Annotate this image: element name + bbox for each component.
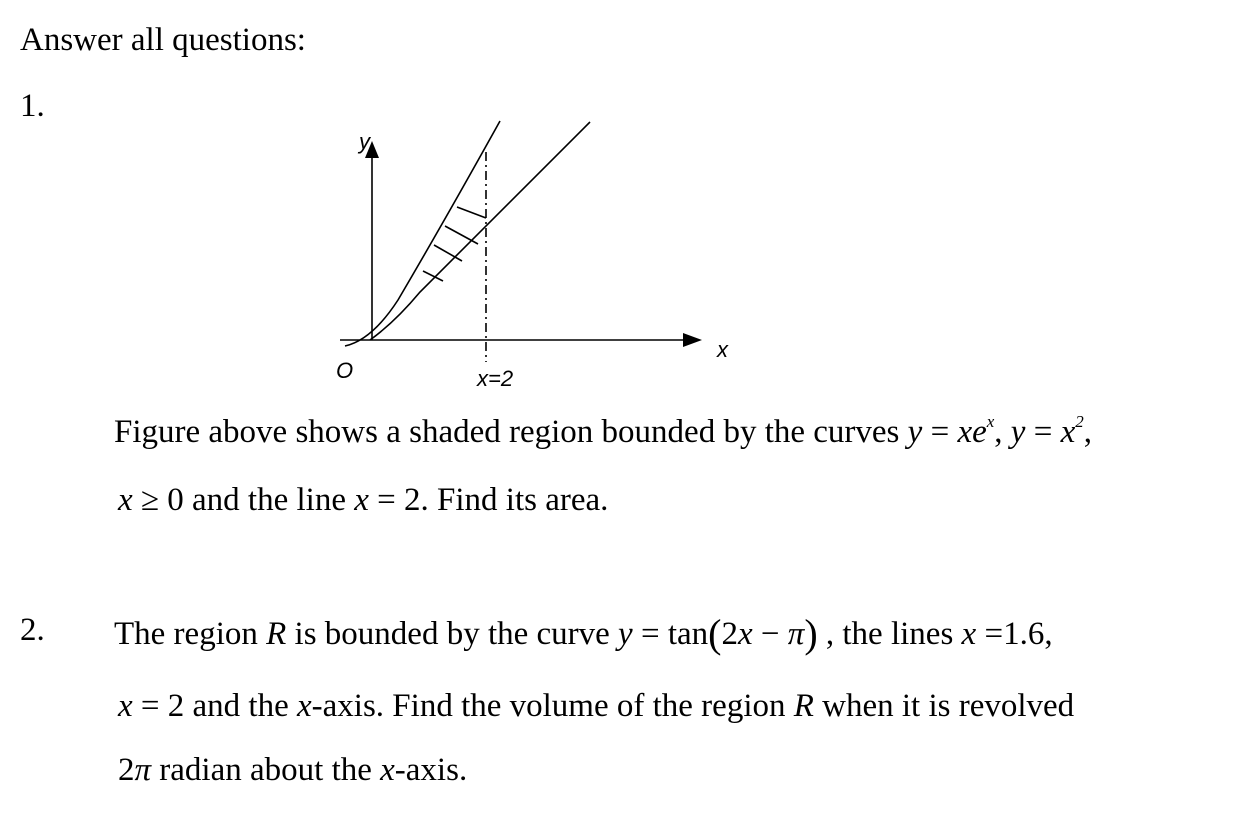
line-label: x=2 (477, 366, 514, 391)
hatch-line (445, 226, 478, 244)
x-axis-label: x (717, 337, 728, 362)
question-1-figure (300, 110, 760, 400)
hatch-line (434, 245, 462, 261)
origin-label: O (336, 358, 354, 383)
question-2-number: 2. (20, 612, 45, 648)
x-axis-arrowhead (683, 333, 702, 347)
question-2-text-line-3: 2π radian about the x-axis. (118, 752, 468, 788)
question-1-text-line-1: Figure above shows a shaded region bounded by the curves $y = xe^x$, $y = x^2$, (114, 412, 1092, 450)
hatch-line (457, 207, 486, 218)
question-2-text-line-2: x = 2 and the x-axis. Find the volume of the region R when it is revolved (118, 688, 1075, 724)
y-axis-label: y (359, 129, 370, 154)
question-2-text-line-1: The region R is bounded by the curve y = tan(2x − π) , the lines x =1.6, (114, 611, 1053, 656)
instructions: Answer all questions: (20, 22, 306, 58)
question-1-number: 1. (20, 88, 45, 124)
curve-y-equals-x-squared (370, 122, 590, 340)
question-1-text-line-2: x ≥ 0 and the line x = 2. Find its area. (118, 482, 609, 518)
shaded-hatching (423, 207, 486, 281)
